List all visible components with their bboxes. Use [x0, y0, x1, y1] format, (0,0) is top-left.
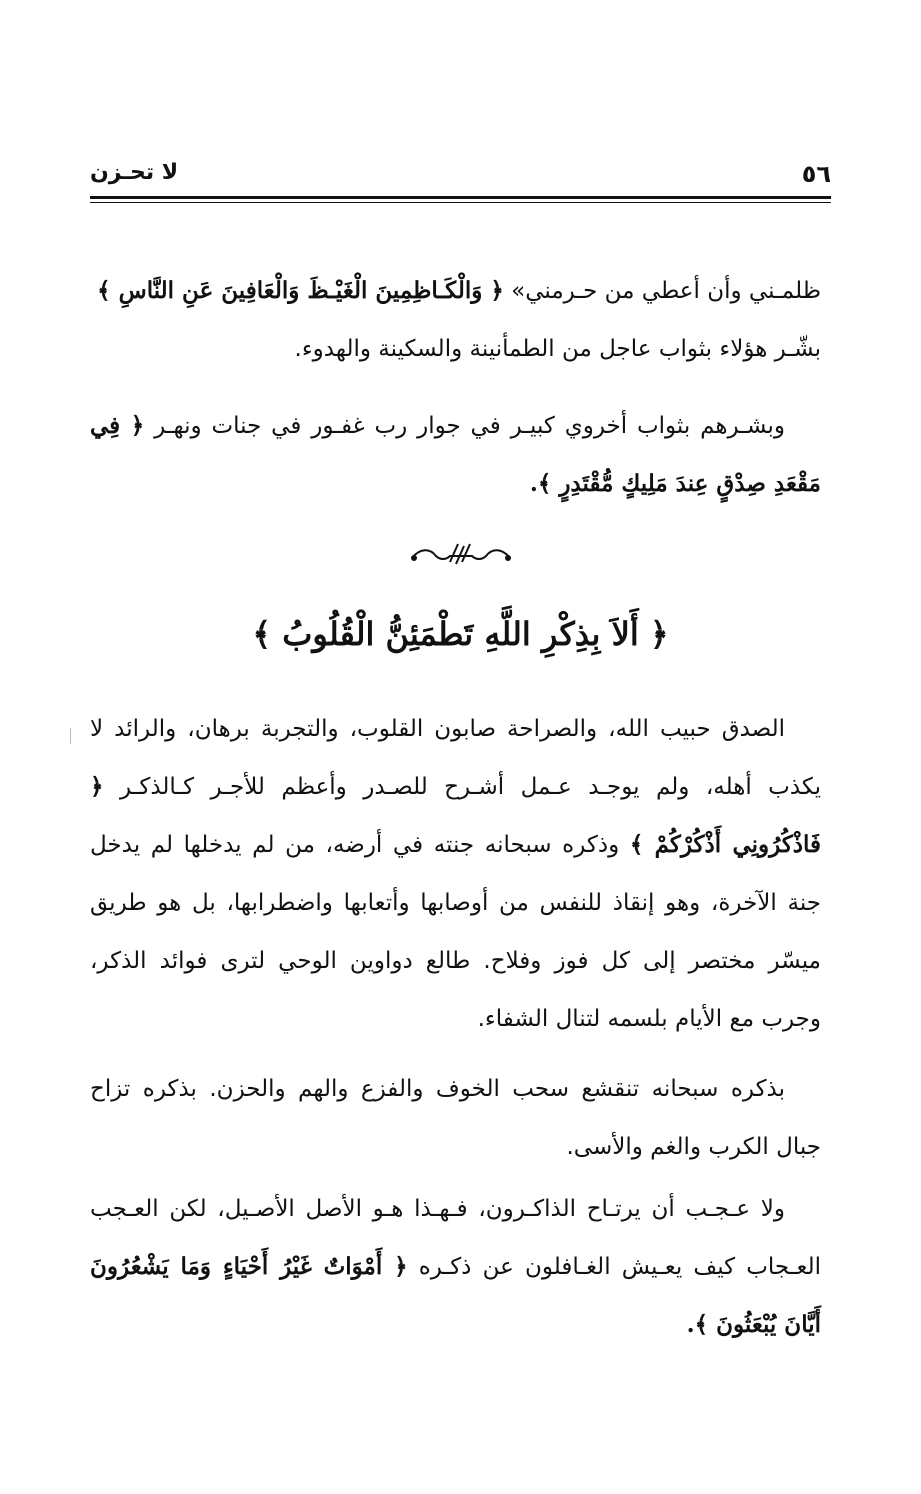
paragraph-4: [90, 1060, 821, 1176]
header-rule-thin: [90, 202, 831, 203]
paragraph-5-text: ولا عـجـب أن يرتـاح الذاكـرون، فـهـذا هـو الأصل الأصـيل، لكن العـجب العـجاب كيف يعـيش الغـافلون عن ذكـره: [90, 1196, 821, 1280]
quran-verse-4: ﴿ أَمْوَاتٌ غَيْرُ أَحْيَاءٍ وَمَا يَشْعُرُونَ أَيَّانَ يُبْعَثُونَ ﴾.: [90, 1253, 821, 1338]
quran-verse-1: ﴿ وَالْكَـاظِمِينَ الْغَيْـظَ وَالْعَافِينَ عَنِ النَّاسِ ﴾: [97, 277, 504, 304]
page-number: ٥٦: [801, 160, 831, 188]
paragraph-3-text-a: الصدق حبيب الله، والصراحة صابون القلوب، والتجربة برهان، والرائد لا يكذب أهله، ولم يوجـد عـمل أشـرح للصـدر وأعظم للأجـر كـالذكـر: [90, 716, 822, 800]
margin-mark: [70, 728, 71, 744]
paragraph-3-text-b: وذكره سبحانه جنته في أرضه، من لم يدخلها لم يدخل جنة الآخرة، وهو إنقاذ للنفس من أوصابها وأتعابها واضطرابها، بل هو طريق ميسّر مختصر إلى كل فوز وفلاح. طالع دواوين الوحي لترى فوائد الذكر، وجرب مع الأيام بلسمه لتنال الشفاء.: [90, 832, 821, 1032]
paragraph-1-line-2: بشّـر هؤلاء بثواب عاجل من الطمأنينة والسكينة والهدوء.: [294, 336, 821, 362]
quran-verse-3: ﴿ فَاذْكُرُونِي أَذْكُرْكُمْ ﴾: [90, 773, 822, 858]
paragraph-2-text: وبشـرهم بثواب أخروي كبيـر في جوار رب غفـور في جنات ونهـر: [154, 413, 786, 439]
book-title: لا تحـزن: [90, 160, 179, 185]
paragraph-4-text: بذكره سبحانه تنقشع سحب الخوف والفزع والهم والحزن. بذكره تزاح جبال الكرب والغم والأسى.: [90, 1076, 821, 1160]
quran-verse-2: ﴿ فِي مَقْعَدِ صِدْقٍ عِندَ مَلِيكٍ مُّقْتَدِرٍ ﴾.: [90, 412, 821, 497]
paragraph-2: [90, 397, 821, 513]
ornament-divider-icon: [406, 540, 516, 568]
paragraph-1-text: ظلمـني وأن أعطي من حـرمني»: [511, 278, 821, 304]
paragraph-5: [90, 1180, 821, 1354]
paragraph-3: [90, 700, 821, 1048]
paragraph-1: [90, 262, 821, 378]
section-title: ﴿ أَلاَ بِذِكْرِ اللَّهِ تَطْمَئِنُّ الْقُلُوبُ ﴾: [252, 615, 669, 653]
header-rule-thick: [90, 196, 831, 199]
page-header: [90, 160, 831, 196]
